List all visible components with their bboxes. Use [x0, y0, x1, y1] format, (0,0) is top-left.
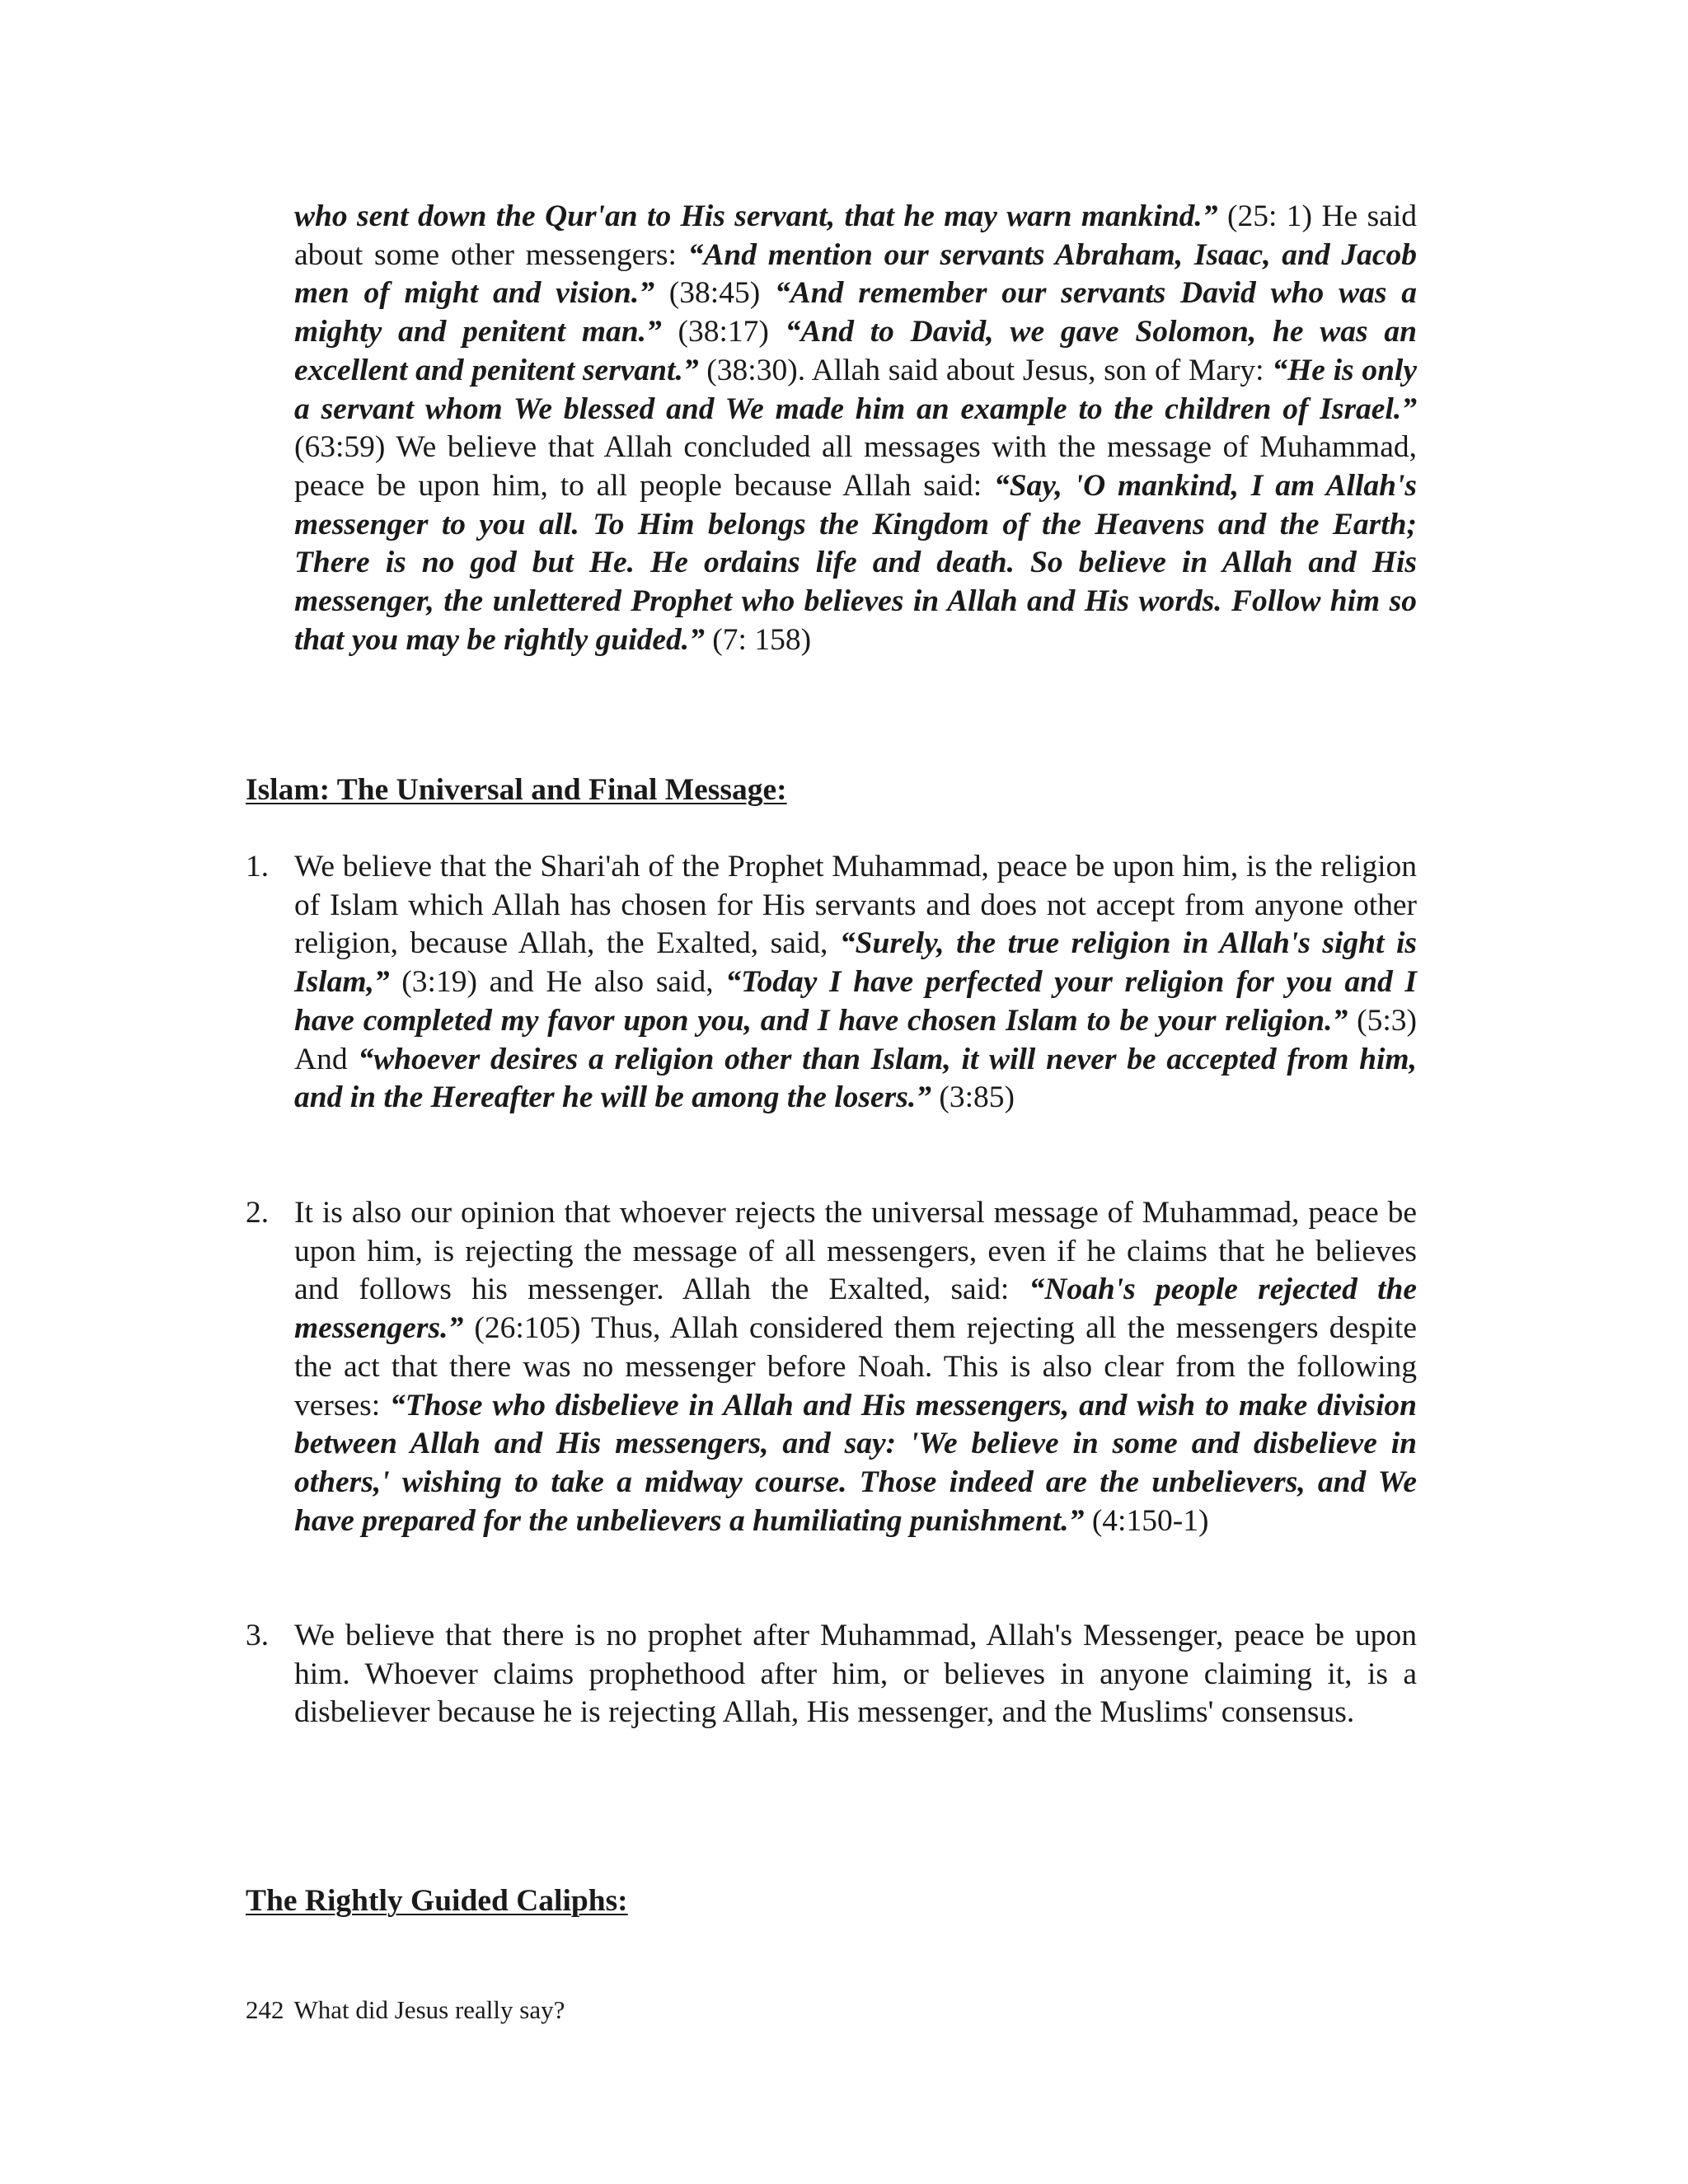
- book-title: What did Jesus really say?: [293, 1995, 565, 2024]
- body-text: (5:3) And: [294, 1003, 1417, 1076]
- list-item-number: 3.: [246, 1619, 270, 1652]
- quran-quotation: “Say, 'O mankind, I am Allah's messenger to you all. To Him belongs the Kingdom of the Heavens and the Earth; There is no god but He. He ordains life and death. So believe in Allah and His messenger, the unlettered Prophet who believes in Allah and His words. Follow him so that you may be rightly guided.”: [294, 468, 1418, 657]
- body-text: (3:85): [931, 1080, 1015, 1115]
- body-text: It is also our opinion that whoever rejects the universal message of Muhammad, peace be upon him, is rejecting the message of all messengers, even if he claims that he believes and follows his messenger. Allah the Exalted, said:: [294, 1196, 1417, 1307]
- list-item-text: [294, 848, 1417, 1118]
- quran-quotation: who sent down the Qur'an to His servant, that he may warn mankind.”: [294, 199, 1218, 233]
- list-item-number: 2.: [246, 1196, 270, 1230]
- page-footer: [246, 1994, 565, 2027]
- quran-quotation: “Those who disbelieve in Allah and His messengers, and wish to make division between Allah and His messengers, and say: 'We believe in some and disbelieve in others,' wishing to take a midway course. Those indeed are the unbelievers, and We have prepared for the unbelievers a humiliating punishment.”: [294, 1388, 1417, 1538]
- quran-quotation: “whoever desires a religion other than Islam, it will never be accepted from him, and in the Hereafter he will be among the losers.”: [294, 1042, 1417, 1115]
- quran-quotation: “And mention our servants Abraham, Isaac, and Jacob men of might and vision.”: [294, 237, 1418, 311]
- body-text: (3:19) and He also said,: [389, 965, 726, 1000]
- intro-paragraph: [294, 198, 1417, 659]
- section-heading-rightly-guided-caliphs: The Rightly Guided Caliphs:: [246, 1884, 628, 1918]
- list-item-text: [294, 1194, 1417, 1540]
- quran-quotation: “He is only a servant whom We blessed and We made him an example to the children of Israel.”: [294, 353, 1417, 426]
- body-text: (4:150-1): [1084, 1503, 1209, 1538]
- page-number: 242: [246, 1995, 284, 2024]
- body-text: (26:105) Thus, Allah considered them rejecting all the messengers despite the act that there was no messenger before Noah. This is also clear from the following verses:: [294, 1311, 1417, 1422]
- quran-quotation: “And remember our servants David who was a mighty and penitent man.”: [294, 276, 1417, 349]
- body-text: We believe that the Shari'ah of the Prophet Muhammad, peace be upon him, is the religion of Islam which Allah has chosen for His servants and does not accept from anyone other religion, because Allah, the Exalted, said,: [294, 850, 1417, 961]
- quran-quotation: “Today I have perfected your religion for you and I have completed my favor upon you, and I have chosen Islam to be your religion.”: [294, 965, 1418, 1038]
- body-text: (63:59) We believe that Allah concluded all messages with the message of Muhammad, peace be upon him, to all people because Allah said:: [294, 430, 1417, 503]
- quran-quotation: “And to David, we gave Solomon, he was an excellent and penitent servant.”: [294, 315, 1417, 387]
- section-heading-universal-message: Islam: The Universal and Final Message:: [246, 773, 787, 807]
- quran-quotation: “Noah's people rejected the messengers.”: [294, 1272, 1417, 1346]
- body-text: (38:30). Allah said about Jesus, son of Mary:: [698, 353, 1273, 387]
- body-text: (38:45): [654, 276, 776, 311]
- body-text: (7: 158): [704, 622, 812, 657]
- quran-quotation: “Surely, the true religion in Allah's sight is Islam,”: [294, 926, 1417, 1000]
- body-text: (25: 1) He said about some other messengers:: [294, 199, 1417, 272]
- list-item-number: 1.: [246, 850, 270, 883]
- body-text: We believe that there is no prophet after Muhammad, Allah's Messenger, peace be upon him. Whoever claims prophethood after him, or believes in anyone claiming it, is a disbeliever because he is rejecting Allah, His messenger, and the Muslims' consensus.: [294, 1619, 1417, 1730]
- list-item-text: [294, 1617, 1417, 1732]
- body-text: (38:17): [661, 315, 785, 349]
